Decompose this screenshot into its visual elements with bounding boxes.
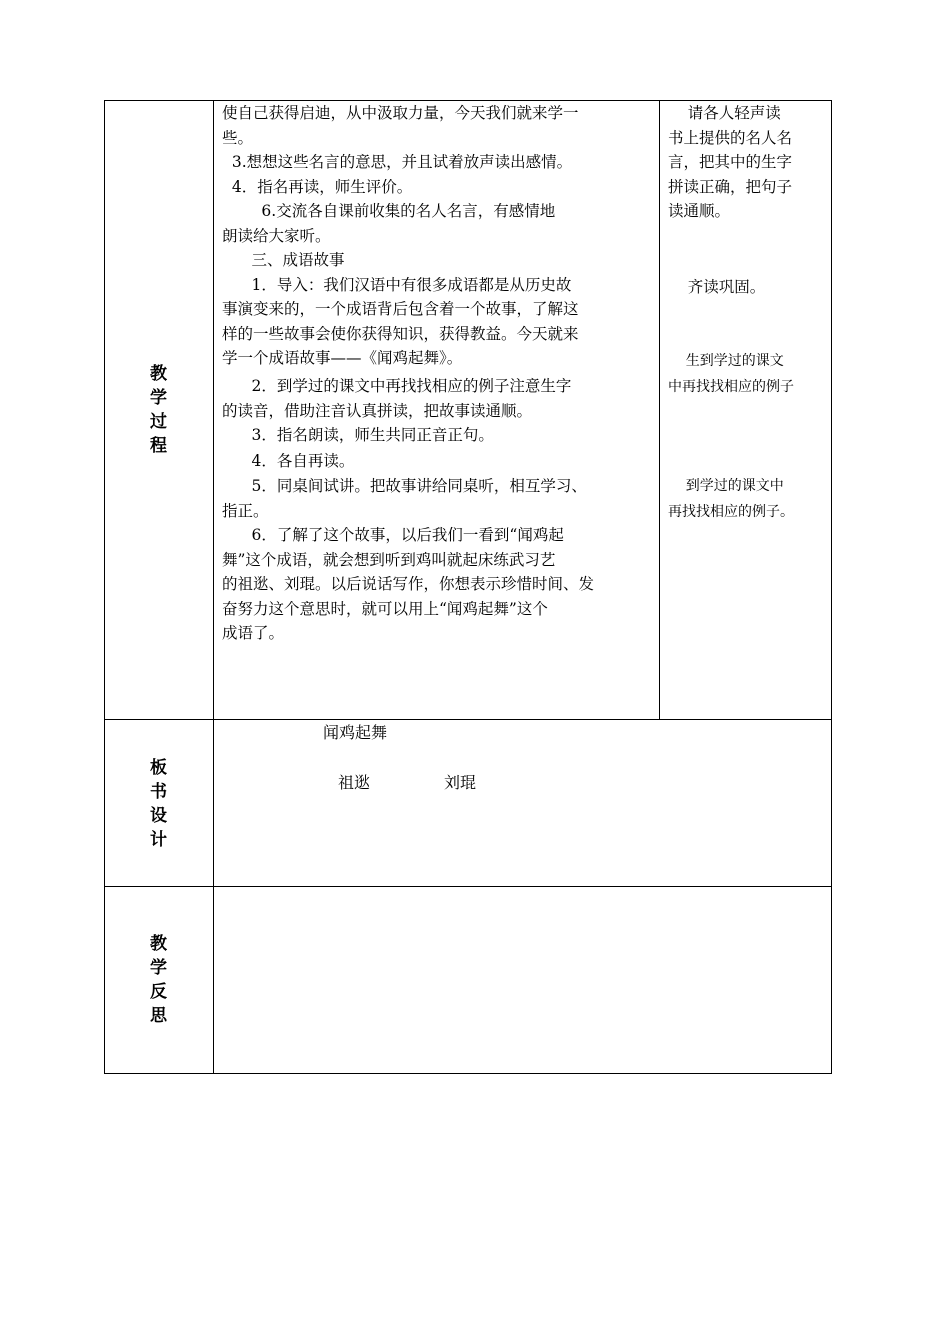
process-line: 4．指名再读，师生评价。 — [222, 177, 413, 196]
process-line: 3.想想这些名言的意思，并且试着放声读出感情。 — [222, 153, 573, 171]
label-char: 教 — [150, 364, 167, 384]
table-border-right — [831, 100, 832, 1074]
process-line: 6.交流各自课前收集的名人名言，有感情地 — [222, 202, 556, 220]
process-line: 的祖逖、刘琨。以后说话写作，你想表示珍惜时间、发 — [222, 575, 595, 593]
board-name: 祖逖 — [338, 773, 371, 792]
note-line: 中再找找相应的例子 — [668, 379, 794, 395]
label-char: 学 — [150, 388, 167, 408]
process-line: 奋努力这个意思时，就可以用上“闻鸡起舞”这个 — [222, 599, 548, 618]
label-board-design — [104, 756, 213, 852]
note-line: 言，把其中的生字 — [668, 153, 793, 171]
reflection-content — [214, 887, 831, 1073]
process-line: 6．了解了这个故事，以后我们一看到“闻鸡起 — [222, 526, 564, 544]
label-teaching-reflection — [104, 932, 213, 1028]
process-line: 的读音，借助注音认真拼读，把故事读通顺。 — [222, 401, 533, 420]
board-name: 刘琨 — [444, 773, 477, 792]
label-char: 学 — [150, 958, 167, 978]
process-line: 些。 — [222, 128, 254, 147]
note-line: 拼读正确，把句子 — [668, 177, 793, 196]
process-line: 学一个成语故事——《闻鸡起舞》。 — [222, 349, 463, 367]
process-line: 1．导入：我们汉语中有很多成语都是从历史故 — [222, 275, 572, 294]
label-char: 反 — [150, 982, 167, 1002]
process-line: 成语了。 — [222, 624, 285, 642]
label-char: 板 — [150, 758, 167, 778]
label-char: 教 — [150, 934, 167, 954]
note-line: 读通顺。 — [668, 202, 731, 220]
process-line: 2．到学过的课文中再找找相应的例子注意生字 — [222, 377, 572, 395]
process-line: 样的一些故事会使你获得知识，获得教益。今天就来 — [222, 324, 579, 343]
process-line: 事演变来的，一个成语背后包含着一个故事，了解这 — [222, 300, 579, 318]
process-line: 5．同桌间试讲。把故事讲给同桌听，相互学习、 — [222, 477, 587, 495]
table-border-left — [104, 100, 105, 1074]
label-char: 计 — [150, 830, 167, 850]
note-line: 书上提供的名人名 — [668, 128, 793, 147]
label-teaching-process — [104, 362, 213, 458]
note-line: 到学过的课文中 — [668, 478, 784, 494]
process-line: 朗读给大家听。 — [222, 226, 331, 245]
label-char: 设 — [150, 806, 167, 826]
note-line: 生到学过的课文 — [668, 353, 784, 369]
process-line: 指正。 — [222, 501, 269, 520]
label-char: 书 — [150, 782, 167, 802]
label-char: 程 — [150, 436, 167, 456]
process-line: 舞”这个成语，就会想到听到鸡叫就起床练武习艺 — [222, 550, 556, 569]
board-title: 闻鸡起舞 — [323, 723, 388, 742]
section-heading: 三、成语故事 — [222, 251, 345, 269]
note-line: 请各人轻声读 — [668, 104, 781, 122]
label-char: 过 — [150, 412, 167, 432]
label-char: 思 — [150, 1006, 167, 1026]
notes-column-divider — [659, 100, 660, 720]
note-line: 再找找相应的例子。 — [668, 504, 794, 520]
process-line: 使自己获得启迪，从中汲取力量，今天我们就来学一 — [222, 104, 579, 122]
process-line: 4．各自再读。 — [222, 452, 355, 470]
process-line: 3．指名朗读，师生共同正音正句。 — [222, 426, 494, 444]
note-line: 齐读巩固。 — [668, 278, 766, 296]
